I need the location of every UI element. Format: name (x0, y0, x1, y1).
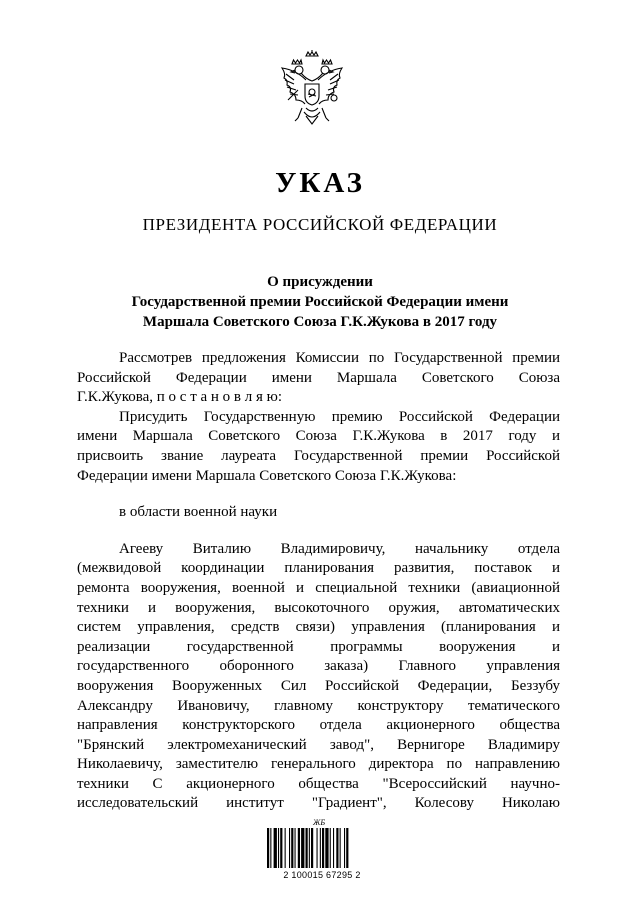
resolution-line: Федерации имени Маршала Советского Союза Г.К.Жукова: (77, 467, 457, 484)
laureates-line: направления конструкторского отдела акционерного общества (77, 717, 560, 734)
barcode-bar (295, 828, 296, 868)
laureates-line: техники С акционерного общества "Всероссийский научно- (77, 775, 560, 792)
laureates-line: Агееву Виталию Владимировичу, начальнику отдела (119, 540, 560, 557)
barcode-bar (274, 828, 277, 868)
barcode-bar (280, 828, 282, 868)
barcode-bar (270, 828, 271, 868)
heading-line: Маршала Советского Союза Г.К.Жукова в 2017 году (142, 314, 498, 330)
document-subtitle: ПРЕЗИДЕНТА РОССИЙСКОЙ ФЕДЕРАЦИИ (142, 215, 498, 234)
barcode-bar (336, 828, 338, 868)
barcode-bar (301, 828, 304, 868)
preamble-line: Г.К.Жукова, п о с т а н о в л я ю: (77, 389, 283, 406)
barcode-bar (317, 828, 318, 868)
resolution-line: имени Маршала Советского Союза Г.К.Жукова в 2017 году и (77, 428, 560, 445)
heading-line: О присуждении (267, 274, 373, 290)
barcode-bar (291, 828, 293, 868)
laureates-line: систем управления, средств связи) управления (планирования и (77, 619, 560, 636)
laureates-line: Николаевичу, заместителю генерального директора по направлению (77, 756, 560, 773)
barcode-bar (325, 828, 328, 868)
barcode-bar (346, 828, 348, 868)
barcode-bar (344, 828, 345, 868)
laureates-line: государственного оборонного заказа) Главного управления (77, 658, 560, 675)
barcode-bar (322, 828, 324, 868)
barcode-bar (333, 828, 334, 868)
heading-line: Государственной премии Российской Федерации имени (131, 294, 509, 310)
laureates-line: реализации государственной программы вооружения и (77, 638, 560, 655)
coat-of-arms-icon (272, 50, 352, 136)
resolution-line: присвоить звание лауреата Государственной премии Российской (77, 447, 560, 464)
barcode-bar (298, 828, 300, 868)
preamble-line: Рассмотрев предложения Комиссии по Государственной премии (119, 350, 560, 366)
barcode-bar (311, 828, 313, 868)
registration-mark: ЖБ (313, 818, 326, 827)
category-line: в области военной науки (119, 504, 278, 521)
barcode-icon (267, 828, 377, 868)
barcode-bar (330, 828, 331, 868)
document-title: УКАЗ (275, 167, 365, 199)
barcode-bar (306, 828, 308, 868)
barcode-bar (320, 828, 321, 868)
barcode-bar (278, 828, 279, 868)
laureates-line: вооружения Вооруженных Сил Российской Федерации, Беззубу (77, 677, 560, 694)
laureates-line: исследовательский институт "Градиент", Колесову Николаю (77, 795, 560, 812)
decree-heading (70, 272, 570, 332)
barcode-bar (285, 828, 286, 868)
laureates-line: ремонта вооружения, военной и специальной техники (авиационной (77, 579, 560, 596)
barcode-bar (267, 828, 269, 868)
laureates-line: техники и вооружения, высокоточного оружия, автоматических (77, 599, 560, 616)
decree-body (77, 349, 560, 814)
barcode-bar (309, 828, 310, 868)
barcode-number: 2 100015 67295 2 (283, 870, 361, 880)
preamble-line: Российской Федерации имени Маршала Советского Союза (77, 369, 560, 386)
barcode-bar (340, 828, 341, 868)
laureates-line: "Брянский электромеханический завод", Вернигоре Владимиру (77, 736, 560, 753)
document-barcode (262, 818, 382, 882)
laureates-line: (межвидовой координации планирования развития, поставок и (77, 560, 560, 577)
barcode-bar (289, 828, 290, 868)
resolution-line: Присудить Государственную премию Российской Федерации (119, 408, 560, 425)
laureates-line: Александру Ивановичу, главному конструктору тематического (77, 697, 560, 714)
